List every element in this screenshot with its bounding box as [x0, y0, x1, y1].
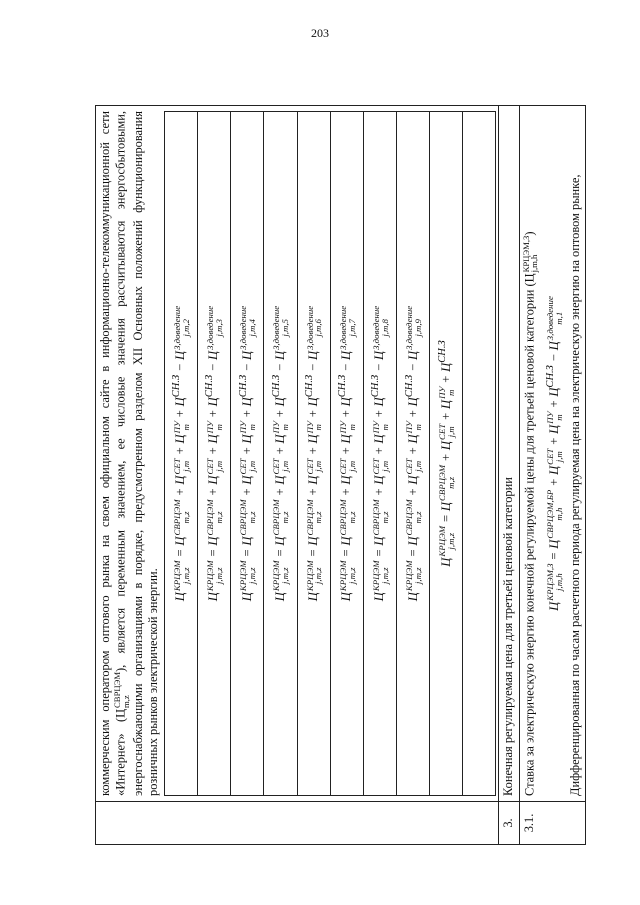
formula: Ц КРЦЭМ j,m,z = Ц СВРЦЭМ m,z + Ц СЕТ j,m + Ц ПУ m + $Ц^{СН.З} - Ц$ З,доведение j,m,6 [297, 112, 330, 796]
formula-row [397, 112, 430, 796]
row-text: Ставка за электрическую энергию конечной регулируемой цены для третьей ценовой категории (Ц КРЦЭМ,З j,m,h ) [520, 231, 540, 796]
formula-row [430, 112, 463, 796]
row-number-empty [96, 802, 499, 845]
formula-row [330, 112, 363, 796]
formula-row [264, 112, 297, 796]
formula: Ц КРЦЭМ j,m,z = Ц СВРЦЭМ m,z + Ц СЕТ j,m + Ц ПУ m + $Ц^{СН.З} - Ц$ З,доведение j,m,9 [397, 112, 430, 796]
rotated-table-block [95, 105, 595, 845]
intro-paragraph: коммерческим оператором оптового рынка на своем официальном сайте в информационно-телекоммуникационной сети «Интернет» (Ц СВРЦЭМ m,z ), является переменным значением, ее числовые значения рассчитываются энергосбытовыми, энергоснабжающими организациями в порядке, предусмотренном разделом XII Основных положений функционирования розничных рынков электрической энергии. [98, 111, 160, 796]
formula-list [164, 111, 497, 796]
formula: Ц КРЦЭМ j,m,z = Ц СВРЦЭМ m,z + Ц СЕТ j,m + Ц ПУ m + $Ц^{СН.З} - Ц$ З,доведение j,m,8 [363, 112, 396, 796]
row-number: 3.1. [519, 802, 586, 845]
formula: Ц КРЦЭМ j,m,z = Ц СВРЦЭМ m,z + Ц СЕТ j,m + Ц ПУ m + $Ц^{СН.З} - Ц$ З,доведение j,m,2 [164, 112, 197, 796]
formula-row [363, 112, 396, 796]
row-number: 3. [499, 802, 519, 845]
table-row [519, 106, 586, 845]
formula-row [231, 112, 264, 796]
formula-row-empty [463, 112, 496, 796]
page-number: 203 [311, 26, 329, 40]
formula-row [297, 112, 330, 796]
formula-row [164, 112, 197, 796]
formula: Ц КРЦЭМ j,m,z = Ц СВРЦЭМ m,z + Ц СЕТ j,m + Ц ПУ m + $Ц^{СН.З} - Ц$ З,доведение j,m,7 [330, 112, 363, 796]
formula-row [197, 112, 230, 796]
formula: Ц КРЦЭМ j,m,z = Ц СВРЦЭМ m,z + Ц СЕТ j,m + Ц ПУ m + $Ц^{СН.З} - Ц$ З,доведение j,m,4 [231, 112, 264, 796]
table-row [499, 106, 519, 845]
formula: Ц КРЦЭМ,З j,m,h = Ц СВРЦЭМ,БР m,h + Ц СЕТ j,m + Ц ПУ m + $Ц^{СН.З} - Ц$ З,доведение m,1 [544, 296, 565, 611]
formula: Ц КРЦЭМ j,m,z = Ц СВРЦЭМ m,z + Ц СЕТ j,m + Ц ПУ m + $Ц^{СН.З} - Ц$ З,доведение j,m,5 [264, 112, 297, 796]
row-text-continued: Дифференцированная по часам расчетного периода регулируемая цена на электрическую энергию на оптовом рынке, [568, 174, 583, 796]
formula: Ц КРЦЭМ j,m,z = Ц СВРЦЭМ m,z + Ц СЕТ j,m + Ц ПУ m + $Ц^{СН.З} - Ц$ З,доведение j,m,3 [197, 112, 230, 796]
formula: Ц КРЦЭМ j,m,z = Ц СВРЦЭМ m,z + Ц СЕТ j,m + Ц ПУ m + $Ц^{СН.З}$ [430, 112, 463, 796]
tariff-table [95, 105, 586, 845]
continuation-row [96, 106, 499, 845]
row-text: Конечная регулируемая цена для третьей ценовой категории [499, 106, 519, 802]
